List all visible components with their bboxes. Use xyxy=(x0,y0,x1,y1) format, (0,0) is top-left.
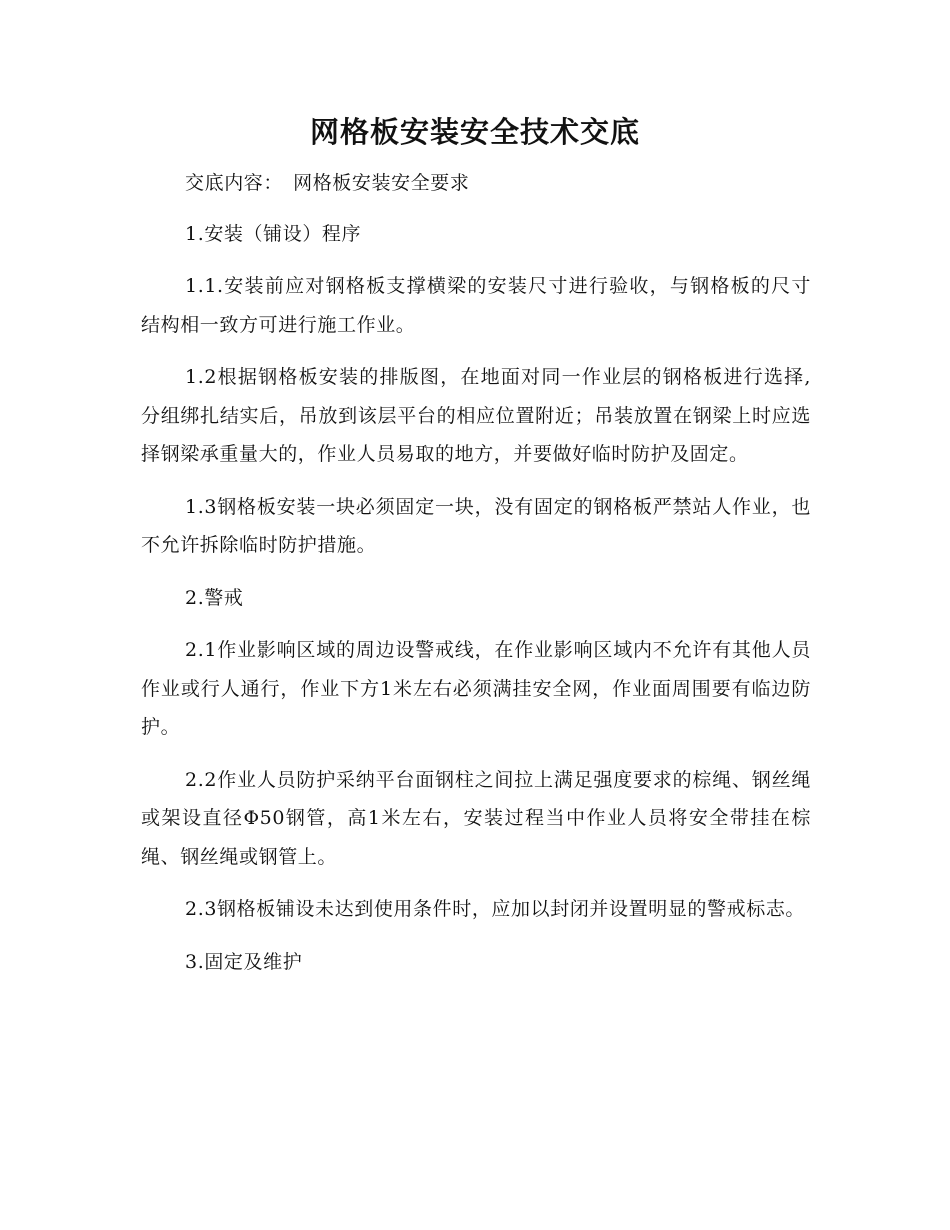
document-body xyxy=(141,164,811,995)
paragraph-1-3: 1.3钢格板安装一块必须固定一块，没有固定的钢格板严禁站人作业，也不允许拆除临时防护措施。 xyxy=(141,495,811,556)
paragraph-2-1: 2.1作业影响区域的周边设警戒线，在作业影响区域内不允许有其他人员作业或行人通行，作业下方1米左右必须满挂安全网，作业面周围要有临边防护。 xyxy=(141,639,811,738)
section-heading-warning: 2.警戒 xyxy=(185,586,244,609)
disclosure-content-line: 交底内容： 网格板安装安全要求 xyxy=(185,172,470,194)
paragraph-2-2: 2.2作业人员防护采纳平台面钢柱之间拉上满足强度要求的棕绳、钢丝绳或架设直径Φ50钢管，高1米左右，安装过程当中作业人员将安全带挂在棕绳、钢丝绳或钢管上。 xyxy=(141,768,811,868)
page-title: 网格板安装安全技术交底 xyxy=(309,115,640,149)
paragraph-1-1: 1.1.安装前应对钢格板支撑横梁的安装尺寸进行验收，与钢格板的尺寸结构相一致方可进行施工作业。 xyxy=(141,275,811,336)
section-heading-installation: 1.安装（铺设）程序 xyxy=(185,222,362,245)
paragraph-1-2: 1.2根据钢格板安装的排版图，在地面对同一作业层的钢格板进行选择,分组绑扎结实后，吊放到该层平台的相应位置附近；吊装放置在钢梁上时应选择钢梁承重量大的，作业人员易取的地方，并要做好临时防护及固定。 xyxy=(141,366,811,465)
section-heading-fixing: 3.固定及维护 xyxy=(185,950,303,973)
paragraph-2-3: 2.3钢格板铺设未达到使用条件时，应加以封闭并设置明显的警戒标志。 xyxy=(185,898,806,920)
